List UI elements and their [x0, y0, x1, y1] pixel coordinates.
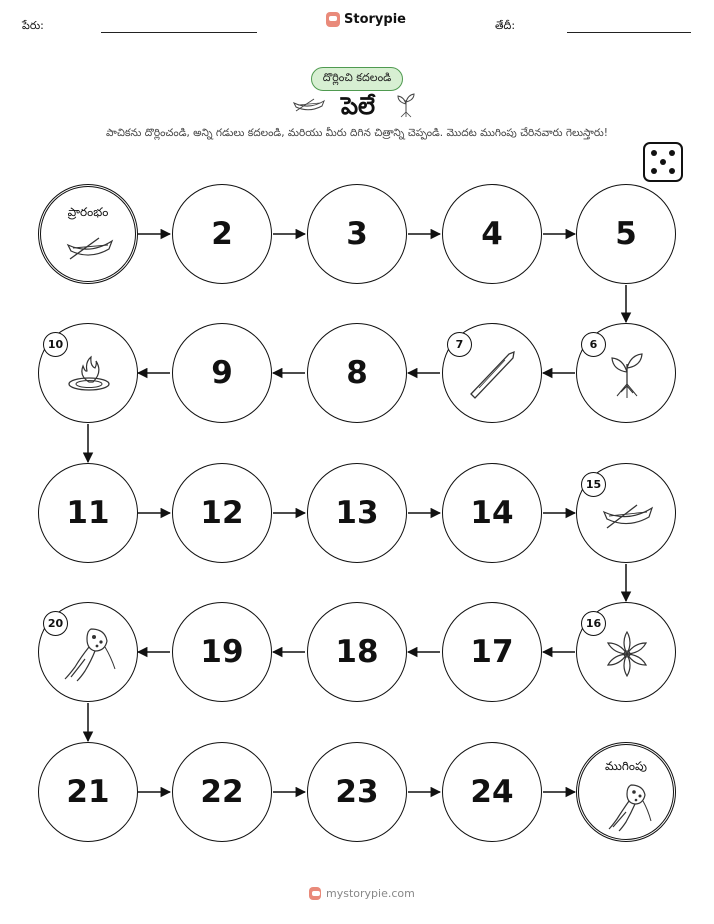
cell-number: 4	[481, 216, 503, 252]
footer-site[interactable]: mystorypie.com	[326, 887, 415, 900]
cell-number: 11	[66, 495, 110, 531]
storypie-mascot-icon	[309, 887, 321, 900]
picture-cell[interactable]	[576, 602, 676, 702]
board-cell[interactable]	[172, 184, 272, 284]
start-cell[interactable]	[38, 184, 138, 284]
instructions: పాచికను దొర్లించండి, అన్ని గడులు కదలండి, మరియు మీరు దిగిన చిత్రాన్ని చెప్పండి. మొదట ముగింపు చేరినవారు గెలుస్తారు!	[106, 127, 608, 139]
picture-cell[interactable]	[576, 463, 676, 563]
board-cell[interactable]	[442, 463, 542, 563]
cell-number: 3	[346, 216, 368, 252]
start-label: ప్రారంభం	[67, 205, 109, 219]
board-cell[interactable]	[172, 602, 272, 702]
board-cell[interactable]	[307, 602, 407, 702]
cell-number: 14	[470, 495, 514, 531]
cell-number: 2	[211, 216, 233, 252]
board-cell[interactable]	[172, 742, 272, 842]
board-cell[interactable]	[38, 463, 138, 563]
picture-cell[interactable]	[442, 323, 542, 423]
cell-badge: 15	[581, 472, 606, 497]
board-cell[interactable]	[307, 184, 407, 284]
board-cell[interactable]	[442, 602, 542, 702]
cell-number: 19	[200, 634, 244, 670]
page-title: పెలే	[340, 92, 376, 120]
cell-number: 13	[335, 495, 379, 531]
cell-badge: 20	[43, 611, 68, 636]
picture-cell[interactable]	[38, 323, 138, 423]
canoe-icon	[601, 502, 655, 532]
finish-label: ముగింపు	[605, 759, 647, 773]
seedling-icon	[605, 350, 649, 400]
cell-badge: 16	[581, 611, 606, 636]
board-cell[interactable]	[172, 463, 272, 563]
board-cell[interactable]	[172, 323, 272, 423]
board-cell[interactable]	[307, 323, 407, 423]
cell-number: 17	[470, 634, 514, 670]
cell-badge: 10	[43, 332, 68, 357]
cell-number: 21	[66, 774, 110, 810]
finish-cell[interactable]	[576, 742, 676, 842]
picture-cell[interactable]	[576, 323, 676, 423]
lava-flow-icon	[61, 623, 119, 683]
cell-badge: 6	[581, 332, 606, 357]
brand-name: Storypie	[344, 12, 406, 27]
cell-number: 24	[470, 774, 514, 810]
roll-and-move-pill: దొర్లించి కదలండి	[311, 67, 403, 91]
board-cell[interactable]	[576, 184, 676, 284]
cell-number: 23	[335, 774, 379, 810]
cell-number: 9	[211, 355, 233, 391]
lava-flow-icon	[605, 781, 655, 833]
board-cell[interactable]	[442, 742, 542, 842]
picture-cell[interactable]	[38, 602, 138, 702]
name-label: పేరు:	[22, 19, 44, 32]
date-label: తేదీ:	[495, 19, 516, 32]
board-cell[interactable]	[442, 184, 542, 284]
cell-number: 8	[346, 355, 368, 391]
cell-number: 22	[200, 774, 244, 810]
board-cell[interactable]	[307, 742, 407, 842]
flower-icon	[601, 629, 653, 679]
cell-number: 5	[615, 216, 637, 252]
board-cell[interactable]	[307, 463, 407, 563]
canoe-icon	[65, 235, 115, 263]
cell-number: 18	[335, 634, 379, 670]
stick-icon	[465, 346, 521, 402]
campfire-icon	[65, 354, 113, 396]
cell-number: 12	[200, 495, 244, 531]
board-cell[interactable]	[38, 742, 138, 842]
footer	[309, 887, 415, 900]
cell-badge: 7	[447, 332, 472, 357]
